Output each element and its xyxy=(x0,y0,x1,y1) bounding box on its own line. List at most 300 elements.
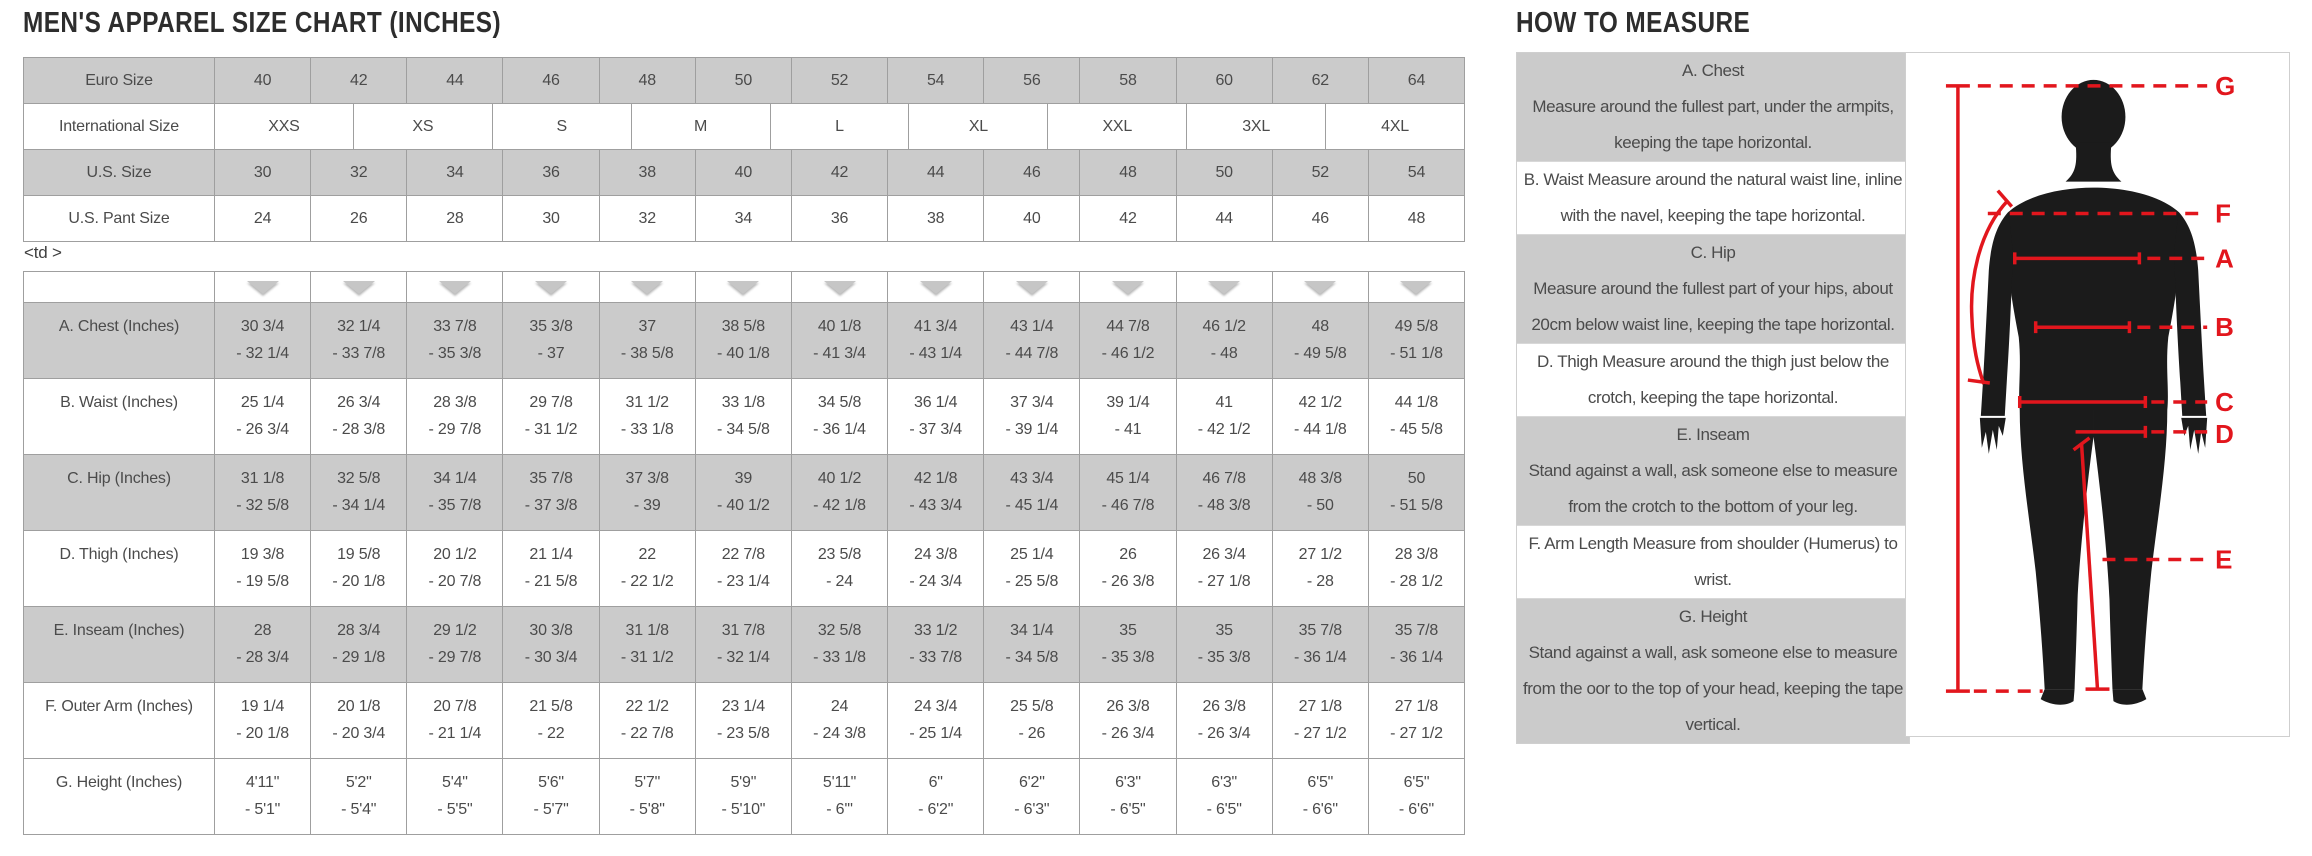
measurement-range-cell xyxy=(407,455,503,531)
measurement-range-cell xyxy=(792,683,888,759)
range-min: 39 xyxy=(734,470,753,487)
range-min: 26 3/8 xyxy=(1106,698,1150,715)
measurement-range-cell xyxy=(1080,455,1176,531)
measurement-range-cell xyxy=(1273,607,1369,683)
measurement-range-cell xyxy=(215,303,311,379)
range-max: - 29 1/8 xyxy=(332,649,386,666)
measurement-range-cell xyxy=(1273,455,1369,531)
range-max: - 35 3/8 xyxy=(428,345,482,362)
sort-header-cell xyxy=(503,272,599,303)
sort-header-cell xyxy=(1369,272,1465,303)
instruction-item xyxy=(1517,162,1909,235)
size-value-cell: M xyxy=(632,104,771,150)
range-max: - 24 3/4 xyxy=(909,573,962,590)
sort-triangle-down-icon[interactable] xyxy=(439,281,471,294)
range-min: 33 1/2 xyxy=(914,622,958,639)
measurement-range-cell xyxy=(696,531,792,607)
range-max: - 46 7/8 xyxy=(1101,497,1155,514)
size-table-row xyxy=(24,150,1465,196)
size-value-cell: 44 xyxy=(1177,196,1273,242)
instruction-item xyxy=(1517,53,1909,162)
instruction-text: F. Arm Length Measure from shoulder (Humerus) to wrist. xyxy=(1528,534,1898,589)
range-max: - 34 1/4 xyxy=(332,497,386,514)
range-min: 26 3/8 xyxy=(1202,698,1246,715)
range-max: - 42 1/2 xyxy=(1197,421,1251,438)
measurement-range-cell xyxy=(311,379,407,455)
size-value-cell: XXL xyxy=(1048,104,1187,150)
measurement-row-label: A. Chest (Inches) xyxy=(24,303,215,379)
range-max: - 34 5/8 xyxy=(717,421,770,438)
sort-triangle-down-icon[interactable] xyxy=(824,281,856,294)
measurement-range-cell xyxy=(984,683,1080,759)
range-max: - 5'4" xyxy=(341,801,377,818)
range-max: - 45 1/4 xyxy=(1005,497,1059,514)
measurement-range-cell xyxy=(1369,683,1465,759)
instruction-text: Measure around the fullest part, under the armpits, keeping the tape horizontal. xyxy=(1532,97,1894,152)
instruction-heading: A. Chest xyxy=(1682,61,1744,80)
measurement-range-cell xyxy=(888,531,984,607)
range-min: 45 1/4 xyxy=(1106,470,1150,487)
range-max: - 26 xyxy=(1018,725,1046,742)
measurement-table-row xyxy=(24,379,1465,455)
measurement-range-cell xyxy=(311,607,407,683)
size-value-cell: 52 xyxy=(1273,150,1369,196)
measurement-table-row xyxy=(24,759,1465,835)
measurement-figure-box xyxy=(1905,52,2290,737)
range-max: - 6'" xyxy=(826,801,853,818)
range-max: - 37 3/8 xyxy=(524,497,578,514)
measurement-range-cell xyxy=(984,455,1080,531)
range-max: - 33 7/8 xyxy=(332,345,386,362)
measurement-row-label: B. Waist (Inches) xyxy=(24,379,215,455)
measurement-range-cell xyxy=(1369,303,1465,379)
range-min: 25 1/4 xyxy=(1010,546,1054,563)
measurement-range-cell xyxy=(1080,759,1176,835)
measurement-range-cell xyxy=(1369,455,1465,531)
range-max: - 35 3/8 xyxy=(1101,649,1155,666)
range-min: 5'4" xyxy=(442,774,468,791)
instruction-heading: C. Hip xyxy=(1690,243,1736,262)
range-min: 46 7/8 xyxy=(1202,470,1246,487)
measure-instructions xyxy=(1516,52,1910,744)
range-min: 33 1/8 xyxy=(721,394,765,411)
range-max: - 42 1/8 xyxy=(813,497,866,514)
instruction-text: Stand against a wall, ask someone else to measure from the oor to the top of your head, keeping the tape vertical. xyxy=(1522,643,1904,734)
range-max: - 21 5/8 xyxy=(524,573,578,590)
measurement-range-cell xyxy=(600,607,696,683)
range-min: 34 1/4 xyxy=(433,470,477,487)
sort-header-cell xyxy=(215,272,311,303)
sort-triangle-down-icon[interactable] xyxy=(1016,281,1048,294)
range-max: - 32 1/4 xyxy=(717,649,770,666)
measurement-range-cell xyxy=(311,759,407,835)
range-max: - 40 1/2 xyxy=(717,497,770,514)
measurement-row-label: E. Inseam (Inches) xyxy=(24,607,215,683)
range-min: 31 1/2 xyxy=(625,394,669,411)
range-max: - 6'5" xyxy=(1110,801,1146,818)
measurement-range-cell xyxy=(696,455,792,531)
size-value-cell: 3XL xyxy=(1187,104,1326,150)
instruction-item xyxy=(1517,599,1909,743)
range-min: 24 xyxy=(830,698,849,715)
sort-triangle-down-icon[interactable] xyxy=(631,281,663,294)
measurement-range-cell xyxy=(407,303,503,379)
range-min: 5'9" xyxy=(730,774,757,791)
range-min: 35 7/8 xyxy=(1298,622,1342,639)
figure-label-e: E xyxy=(2215,546,2233,575)
size-value-cell: XS xyxy=(354,104,493,150)
size-value-cell: 42 xyxy=(1080,196,1176,242)
sort-header-cell xyxy=(1080,272,1176,303)
range-max: - 31 1/2 xyxy=(620,649,674,666)
measurement-table-row xyxy=(24,455,1465,531)
size-table-row xyxy=(24,104,1465,150)
size-value-cell: 28 xyxy=(407,196,503,242)
measurement-range-cell xyxy=(503,607,599,683)
range-min: 40 1/2 xyxy=(817,470,862,487)
range-max: - 26 3/8 xyxy=(1101,573,1155,590)
range-min: 26 3/4 xyxy=(1202,546,1246,563)
range-min: 37 xyxy=(638,318,656,335)
range-max: - 28 1/2 xyxy=(1390,573,1443,590)
measurement-range-cell xyxy=(1080,683,1176,759)
measurement-row-label: C. Hip (Inches) xyxy=(24,455,215,531)
range-min: 23 5/8 xyxy=(817,546,862,563)
range-max: - 36 1/4 xyxy=(813,421,866,438)
range-max: - 33 1/8 xyxy=(813,649,866,666)
figure-label-a: A xyxy=(2215,245,2234,274)
instruction-item xyxy=(1517,235,1909,344)
range-min: 27 1/8 xyxy=(1394,698,1439,715)
size-value-cell: 40 xyxy=(696,150,792,196)
range-min: 5'11" xyxy=(822,774,857,791)
range-max: - 34 5/8 xyxy=(1005,649,1059,666)
measurement-range-cell xyxy=(1177,379,1273,455)
range-min: 28 3/8 xyxy=(1394,546,1439,563)
measurement-range-cell xyxy=(600,759,696,835)
range-min: 19 3/8 xyxy=(240,546,285,563)
sort-triangle-down-icon[interactable] xyxy=(1304,281,1336,294)
measurement-range-cell xyxy=(1273,379,1369,455)
range-max: - 20 1/8 xyxy=(236,725,289,742)
how-to-measure-title: HOW TO MEASURE xyxy=(1516,7,1751,39)
measurement-range-cell xyxy=(311,303,407,379)
measurement-range-cell xyxy=(600,379,696,455)
measurement-range-cell xyxy=(215,683,311,759)
range-min: 35 xyxy=(1119,622,1137,639)
sort-header-cell xyxy=(792,272,888,303)
size-value-cell: 40 xyxy=(215,58,311,104)
range-min: 6'5" xyxy=(1307,774,1334,791)
measurement-range-cell xyxy=(696,683,792,759)
instruction-text: D. Thigh Measure around the thigh just below the crotch, keeping the tape horizontal. xyxy=(1537,352,1889,407)
measurement-range-cell xyxy=(215,379,311,455)
range-max: - 33 1/8 xyxy=(620,421,674,438)
range-min: 26 3/4 xyxy=(337,394,381,411)
sort-triangle-down-icon[interactable] xyxy=(1112,281,1144,294)
range-min: 35 3/8 xyxy=(529,318,573,335)
measurement-range-cell xyxy=(1273,303,1369,379)
range-max: - 6'2" xyxy=(918,801,954,818)
measurement-range-cell xyxy=(311,455,407,531)
range-max: - 36 1/4 xyxy=(1293,649,1347,666)
measurement-range-cell xyxy=(1177,607,1273,683)
range-max: - 36 1/4 xyxy=(1390,649,1443,666)
range-max: - 6'6" xyxy=(1302,801,1338,818)
range-min: 43 3/4 xyxy=(1010,470,1054,487)
measurement-range-cell xyxy=(696,759,792,835)
size-value-cell: 42 xyxy=(792,150,888,196)
range-min: 31 1/8 xyxy=(625,622,669,639)
measurement-row-label: G. Height (Inches) xyxy=(24,759,215,835)
sort-triangle-down-icon[interactable] xyxy=(1400,281,1432,294)
range-max: - 39 1/4 xyxy=(1005,421,1059,438)
instruction-text: Measure around the fullest part of your hips, about 20cm below waist line, keeping the tape horizontal. xyxy=(1531,279,1895,334)
measurement-range-cell xyxy=(792,379,888,455)
figure-label-d: D xyxy=(2215,420,2234,449)
size-value-cell: 38 xyxy=(888,196,984,242)
range-max: - 33 7/8 xyxy=(909,649,962,666)
range-max: - 39 xyxy=(633,497,661,514)
range-max: - 5'10" xyxy=(721,801,766,818)
range-min: 43 1/4 xyxy=(1010,318,1054,335)
measurement-table-row xyxy=(24,303,1465,379)
range-max: - 50 xyxy=(1306,497,1334,514)
range-max: - 26 3/4 xyxy=(1101,725,1155,742)
range-max: - 27 1/2 xyxy=(1293,725,1347,742)
range-max: - 32 1/4 xyxy=(236,345,289,362)
size-row-label: International Size xyxy=(24,104,215,150)
range-min: 22 7/8 xyxy=(721,546,765,563)
size-value-cell: 36 xyxy=(503,150,599,196)
range-min: 27 1/8 xyxy=(1298,698,1342,715)
measurement-range-cell xyxy=(888,379,984,455)
instruction-item xyxy=(1517,526,1909,599)
range-min: 6'3" xyxy=(1115,774,1141,791)
range-min: 28 3/8 xyxy=(433,394,477,411)
range-min: 50 xyxy=(1407,470,1426,487)
sort-triangle-down-icon[interactable] xyxy=(920,281,952,294)
measurement-range-cell xyxy=(1177,759,1273,835)
range-max: - 51 5/8 xyxy=(1390,497,1443,514)
measurement-range-cell xyxy=(407,759,503,835)
measurement-range-cell xyxy=(1369,531,1465,607)
range-min: 22 xyxy=(638,546,656,563)
sort-header-cell xyxy=(407,272,503,303)
range-max: - 28 3/4 xyxy=(236,649,289,666)
measurement-range-cell xyxy=(792,455,888,531)
measurement-range-cell xyxy=(792,759,888,835)
range-max: - 30 3/4 xyxy=(524,649,578,666)
figure-label-c: C xyxy=(2215,388,2234,417)
range-min: 36 1/4 xyxy=(914,394,958,411)
sort-triangle-down-icon[interactable] xyxy=(343,281,375,294)
measurement-range-cell xyxy=(888,683,984,759)
range-max: - 26 3/4 xyxy=(236,421,289,438)
range-min: 21 5/8 xyxy=(529,698,573,715)
size-value-cell: 48 xyxy=(600,58,696,104)
range-max: - 46 1/2 xyxy=(1101,345,1155,362)
measurement-range-cell xyxy=(1369,759,1465,835)
range-max: - 19 5/8 xyxy=(236,573,289,590)
measurement-range-cell xyxy=(696,379,792,455)
instruction-item xyxy=(1517,344,1909,417)
size-value-cell: 42 xyxy=(311,58,407,104)
measurement-range-cell xyxy=(696,607,792,683)
range-max: - 6'6" xyxy=(1398,801,1434,818)
range-max: - 43 3/4 xyxy=(909,497,962,514)
sort-triangle-down-icon[interactable] xyxy=(535,281,567,294)
range-min: 19 5/8 xyxy=(337,546,381,563)
range-max: - 29 7/8 xyxy=(428,421,482,438)
sort-triangle-down-icon[interactable] xyxy=(727,281,759,294)
size-value-cell: 58 xyxy=(1080,58,1176,104)
measurement-range-cell xyxy=(1273,759,1369,835)
instruction-item xyxy=(1517,417,1909,526)
sort-triangle-down-icon[interactable] xyxy=(247,281,279,294)
range-max: - 31 1/2 xyxy=(524,421,578,438)
size-value-cell: 38 xyxy=(600,150,696,196)
range-min: 37 3/8 xyxy=(625,470,669,487)
range-min: 34 1/4 xyxy=(1010,622,1054,639)
figure-label-g: G xyxy=(2215,72,2236,101)
range-min: 30 3/4 xyxy=(240,318,285,335)
size-value-cell: S xyxy=(493,104,632,150)
range-min: 40 1/8 xyxy=(817,318,862,335)
range-max: - 44 7/8 xyxy=(1005,345,1059,362)
measurement-range-cell xyxy=(888,455,984,531)
measurement-range-cell xyxy=(1080,607,1176,683)
range-max: - 5'1" xyxy=(245,801,281,818)
range-min: 20 7/8 xyxy=(433,698,477,715)
range-max: - 43 1/4 xyxy=(909,345,962,362)
range-max: - 51 1/8 xyxy=(1390,345,1443,362)
measurement-range-cell xyxy=(311,531,407,607)
size-value-cell: 34 xyxy=(696,196,792,242)
measurement-range-cell xyxy=(311,683,407,759)
figure-label-f: F xyxy=(2215,200,2231,229)
measurement-range-cell xyxy=(1369,607,1465,683)
range-max: - 20 3/4 xyxy=(332,725,386,742)
range-min: 44 7/8 xyxy=(1106,318,1150,335)
range-min: 32 1/4 xyxy=(337,318,381,335)
size-row-label: U.S. Pant Size xyxy=(24,196,215,242)
measurement-figure xyxy=(1906,53,2289,736)
size-value-cell: 56 xyxy=(984,58,1080,104)
size-value-cell: 54 xyxy=(888,58,984,104)
measurement-range-cell xyxy=(1177,303,1273,379)
range-max: - 24 xyxy=(826,573,853,590)
measurement-range-cell xyxy=(407,607,503,683)
range-max: - 5'5" xyxy=(437,801,473,818)
inseam-line xyxy=(2082,444,2098,689)
range-max: - 23 1/4 xyxy=(717,573,770,590)
range-max: - 37 xyxy=(537,345,565,362)
measurement-range-cell xyxy=(1080,379,1176,455)
range-max: - 21 1/4 xyxy=(428,725,482,742)
range-min: 28 xyxy=(253,622,272,639)
measurement-range-cell xyxy=(1080,531,1176,607)
measurement-range-cell xyxy=(984,607,1080,683)
size-value-cell: 26 xyxy=(311,196,407,242)
range-max: - 22 1/2 xyxy=(620,573,674,590)
size-value-cell: L xyxy=(771,104,910,150)
range-min: 5'2" xyxy=(345,774,372,791)
sort-header-cell xyxy=(311,272,407,303)
range-min: 26 xyxy=(1119,546,1137,563)
range-min: 24 3/4 xyxy=(914,698,958,715)
stray-markup-text: <td > xyxy=(24,243,62,262)
range-min: 44 1/8 xyxy=(1394,394,1439,411)
size-value-cell: 30 xyxy=(215,150,311,196)
range-min: 35 7/8 xyxy=(529,470,573,487)
range-min: 32 5/8 xyxy=(817,622,862,639)
measurement-range-cell xyxy=(215,607,311,683)
sort-header-cell xyxy=(888,272,984,303)
sort-header-row xyxy=(24,272,1465,303)
measurement-table-row xyxy=(24,607,1465,683)
range-min: 46 1/2 xyxy=(1202,318,1246,335)
range-min: 6" xyxy=(928,774,943,791)
range-max: - 22 7/8 xyxy=(620,725,674,742)
range-max: - 20 7/8 xyxy=(428,573,482,590)
measurement-table-row xyxy=(24,683,1465,759)
range-max: - 24 3/8 xyxy=(813,725,866,742)
range-min: 48 xyxy=(1311,318,1329,335)
measurement-range-cell xyxy=(888,303,984,379)
sort-header-cell xyxy=(1273,272,1369,303)
size-value-cell: 24 xyxy=(215,196,311,242)
measurement-range-cell xyxy=(1273,683,1369,759)
sort-header-cell xyxy=(1177,272,1273,303)
measurement-range-cell xyxy=(984,379,1080,455)
range-max: - 41 3/4 xyxy=(813,345,866,362)
size-value-cell: 46 xyxy=(984,150,1080,196)
measurement-range-cell xyxy=(984,303,1080,379)
range-max: - 41 xyxy=(1114,421,1142,438)
instruction-text: B. Waist Measure around the natural waist line, inline with the navel, keeping the tape horizontal. xyxy=(1523,170,1903,225)
size-table-row xyxy=(24,196,1465,242)
range-max: - 38 5/8 xyxy=(620,345,674,362)
measurement-range-cell xyxy=(600,455,696,531)
size-value-cell: 34 xyxy=(407,150,503,196)
range-max: - 6'5" xyxy=(1206,801,1242,818)
range-max: - 32 5/8 xyxy=(236,497,289,514)
range-min: 41 xyxy=(1215,394,1233,411)
range-min: 21 1/4 xyxy=(529,546,573,563)
size-value-cell: XXS xyxy=(215,104,354,150)
range-max: - 28 xyxy=(1306,573,1334,590)
size-value-cell: 50 xyxy=(696,58,792,104)
measurement-range-cell xyxy=(600,531,696,607)
range-min: 29 7/8 xyxy=(529,394,573,411)
measurement-range-cell xyxy=(792,303,888,379)
range-max: - 5'7" xyxy=(533,801,569,818)
sort-triangle-down-icon[interactable] xyxy=(1208,281,1240,294)
sort-header-cell xyxy=(600,272,696,303)
range-max: - 25 1/4 xyxy=(909,725,962,742)
range-max: - 48 xyxy=(1210,345,1238,362)
size-value-cell: 30 xyxy=(503,196,599,242)
measurement-range-cell xyxy=(600,303,696,379)
measurement-range-cell xyxy=(503,303,599,379)
size-value-cell: 36 xyxy=(792,196,888,242)
measurement-row-label: D. Thigh (Inches) xyxy=(24,531,215,607)
size-value-cell: 32 xyxy=(600,196,696,242)
sort-header-cell xyxy=(696,272,792,303)
measurement-table-row xyxy=(24,531,1465,607)
size-value-cell: 48 xyxy=(1080,150,1176,196)
